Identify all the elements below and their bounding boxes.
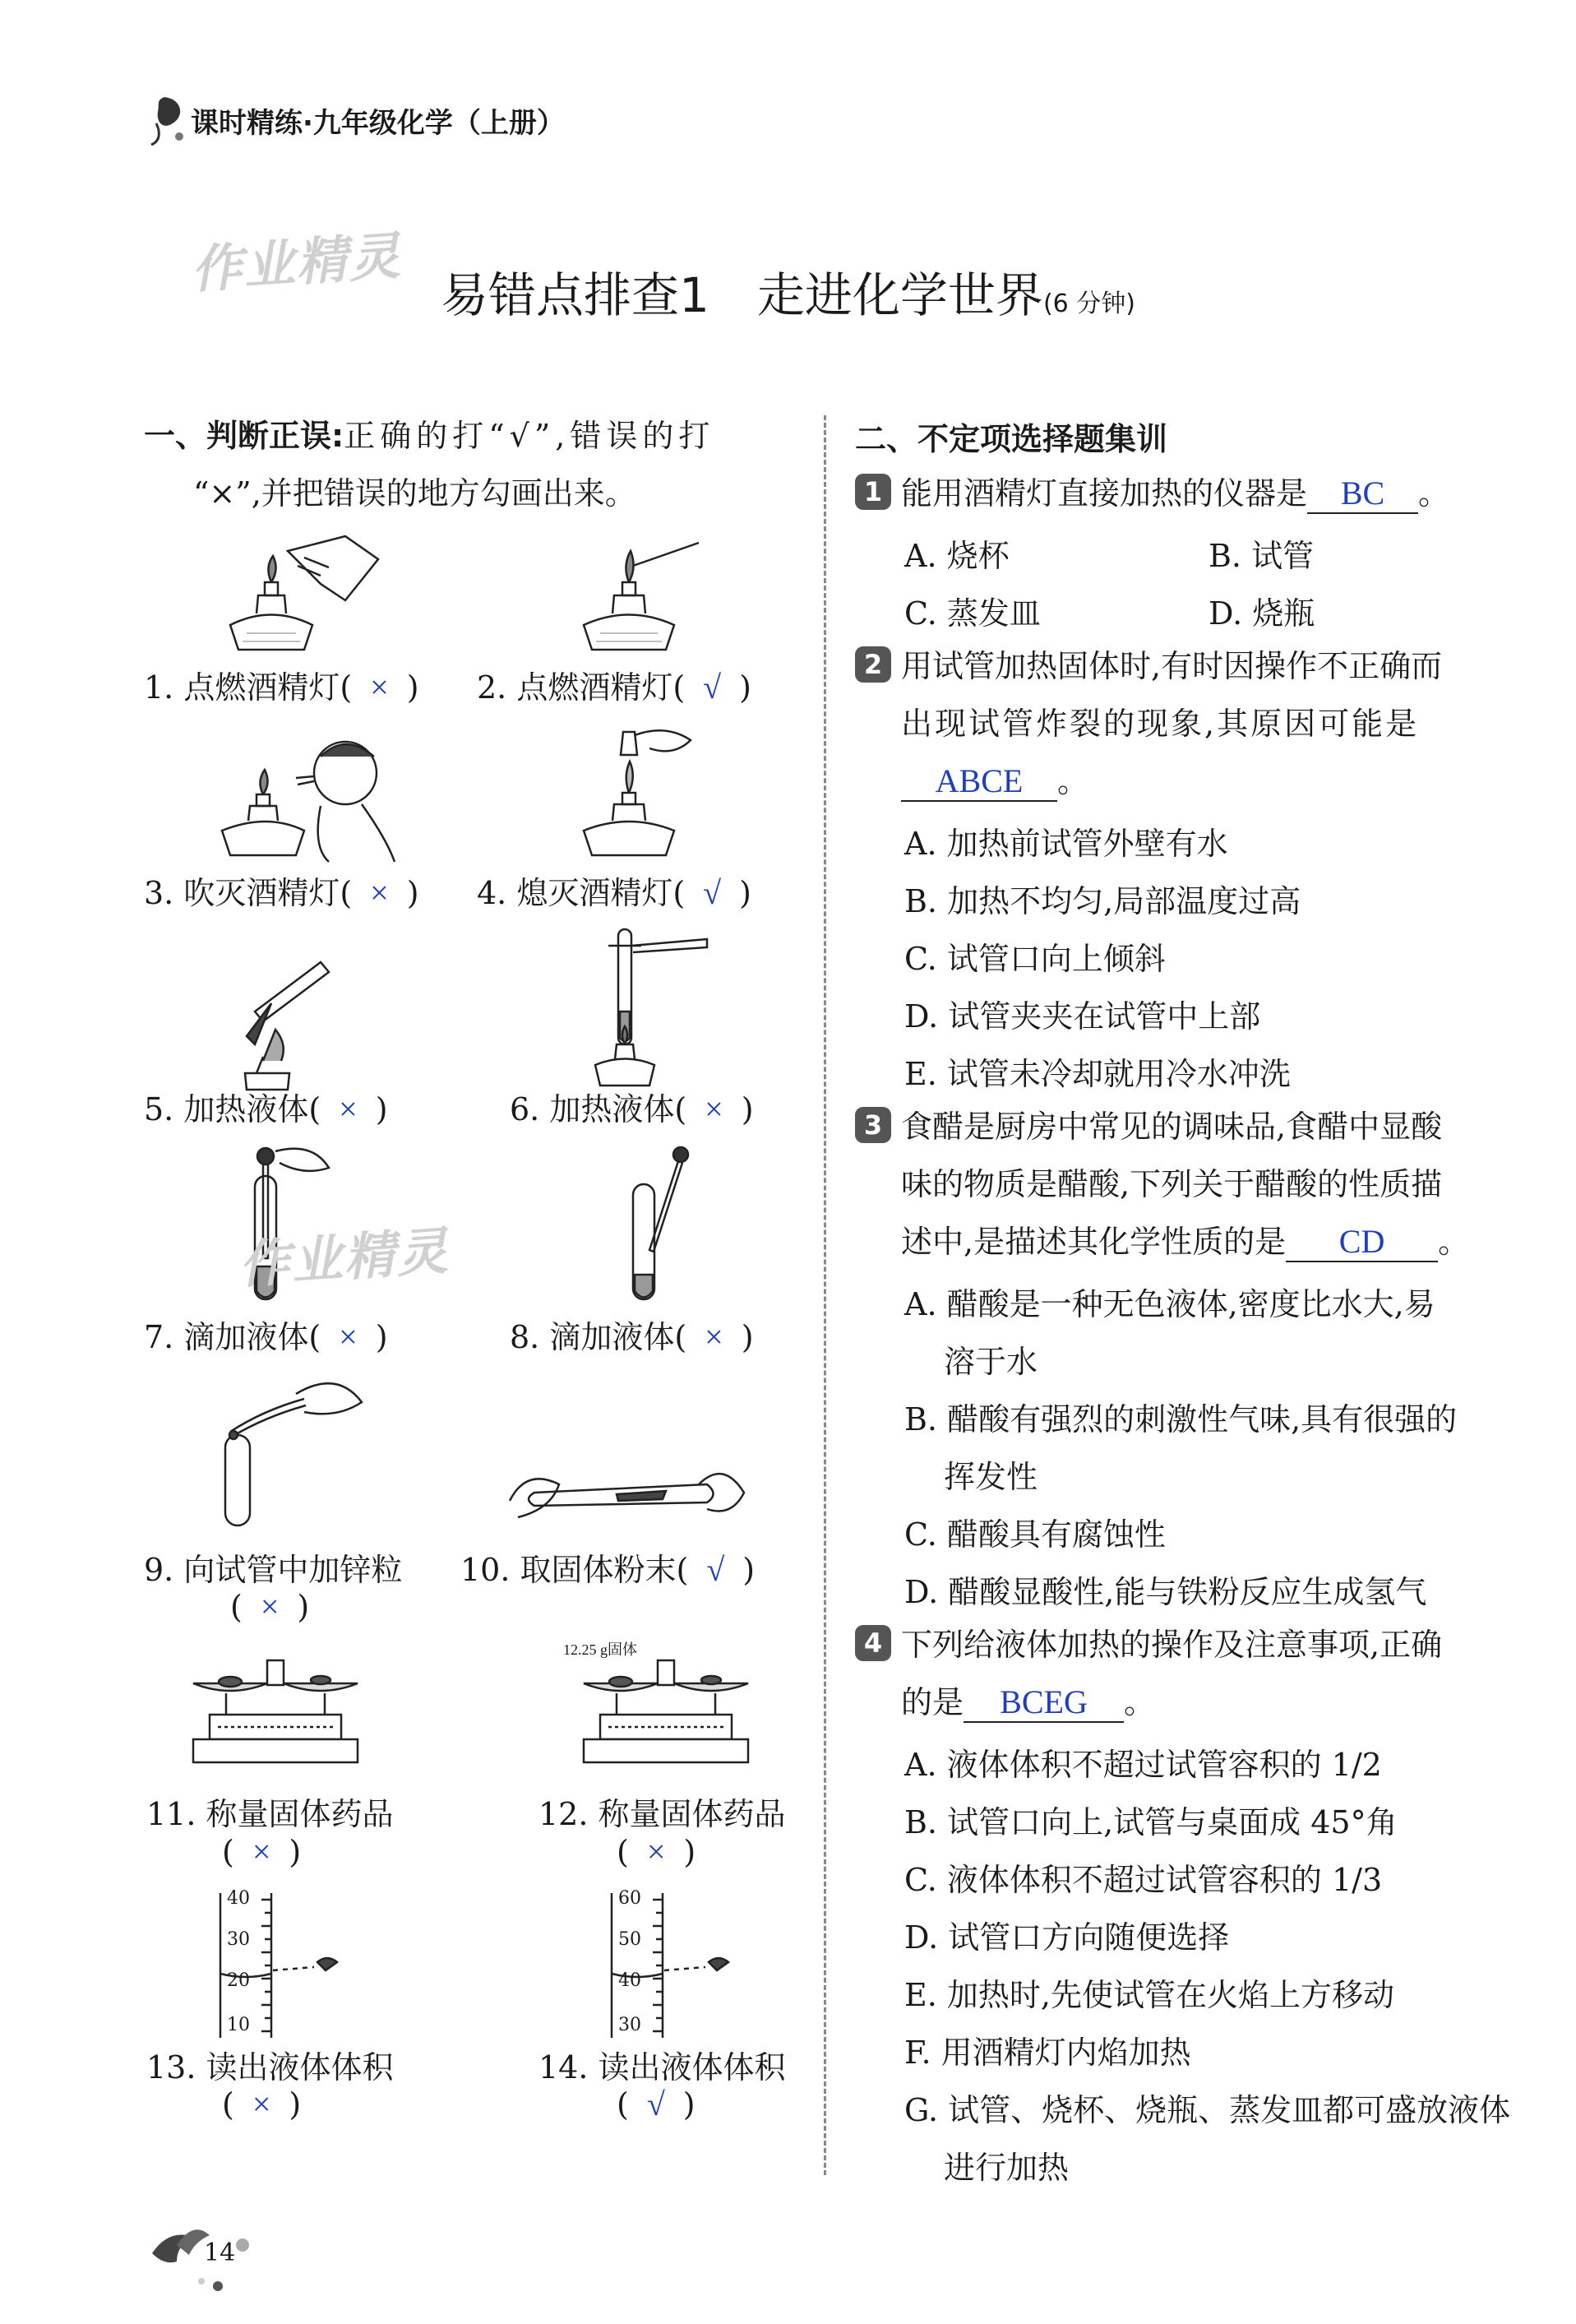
figure-8-dropper-slanted [625, 1143, 707, 1308]
figure-3-blowing-out-lamp [222, 724, 419, 863]
item-3-close: ) [406, 875, 419, 911]
item-13-label: 13. 读出液体体积 [146, 2049, 394, 2086]
item-6-mark: × [705, 1090, 723, 1127]
q2-option-c: C. 试管口向上倾斜 [904, 941, 1166, 977]
q4-line2-wrap [855, 1684, 1155, 1720]
item-13-mark-line [222, 2085, 301, 2123]
cyl13-tick-3: 20 [227, 1970, 250, 1991]
item-4-mark: √ [703, 874, 722, 911]
cyl13-tick-2: 30 [227, 1929, 250, 1950]
item-1-label: 1. 点燃酒精灯( [144, 669, 353, 706]
item-4-label: 4. 熄灭酒精灯( [477, 875, 686, 911]
header-leaf-logo [140, 90, 189, 148]
item-13-caption [146, 2042, 394, 2087]
item-9-close: ) [297, 1589, 310, 1625]
q4-option-g: G. 试管、烧杯、烧瓶、蒸发皿都可盛放液体 [904, 2092, 1511, 2128]
cyl14-tick-4: 30 [618, 2015, 641, 2035]
section1-instr1: 正确的打“√”,错误的打 [344, 418, 715, 454]
q4-stem [855, 1616, 1442, 1731]
item-11-open: ( [222, 1834, 234, 1870]
q2-option-b: B. 加热不均匀,局部温度过高 [904, 883, 1301, 919]
q3-end: 。 [1438, 1224, 1470, 1260]
q4-answer: BCEG [964, 1683, 1124, 1723]
title-text: 易错点排查1 走进化学世界 [441, 267, 1043, 323]
q2-answer: ABCE [901, 762, 1057, 802]
item-8-mark: × [705, 1318, 723, 1355]
q3-option-a-cont: 溶于水 [944, 1344, 1038, 1380]
q3-stem [855, 1098, 1469, 1271]
item-7-close: ) [375, 1319, 388, 1355]
q1-number: 1 [855, 474, 891, 510]
item-6-label: 6. 加热液体( [510, 1091, 687, 1127]
item-14-caption [538, 2042, 786, 2087]
item-9-caption [144, 1544, 402, 1590]
q1-option-b: B. 试管 [1209, 538, 1315, 574]
cyl14-tick-2: 50 [618, 1929, 641, 1950]
q3-line1: 食醋是厨房中常见的调味品,食醋中显酸 [901, 1109, 1443, 1145]
item-4-close: ) [739, 875, 751, 911]
item-8-close: ) [741, 1319, 754, 1355]
item-1-caption [144, 662, 419, 707]
q2-stem [855, 637, 1442, 810]
q3-option-d: D. 醋酸显酸性,能与铁粉反应生成氢气 [904, 1574, 1427, 1610]
q4-end: 。 [1124, 1684, 1156, 1720]
item-9-open: ( [230, 1589, 243, 1625]
item-3-label: 3. 吹灭酒精灯( [144, 875, 353, 911]
item-4-caption [477, 868, 751, 913]
item-9-mark: × [260, 1588, 280, 1625]
figure-9-tweezers-zinc [214, 1369, 378, 1534]
item-11-mark-line [222, 1832, 301, 1871]
item-12-mark: × [646, 1833, 666, 1870]
q2-end: 。 [1057, 763, 1089, 799]
figure-2-lighting-with-match [575, 526, 740, 658]
item-3-mark: × [370, 874, 389, 911]
column-divider [824, 415, 826, 2175]
q4-number: 4 [855, 1625, 891, 1661]
cyl14-tick-1: 60 [618, 1888, 641, 1909]
q2-line2: 出现试管炸裂的现象,其原因可能是 [901, 706, 1420, 742]
q4-option-e: E. 加热时,先使试管在火焰上方移动 [904, 1977, 1394, 2013]
q4-option-c: C. 液体体积不超过试管容积的 1/3 [904, 1862, 1383, 1898]
figure-11-balance [185, 1657, 366, 1772]
item-12-close: ) [683, 1834, 696, 1870]
q3-line3-wrap [855, 1224, 1469, 1260]
item-11-caption [146, 1789, 394, 1834]
q1-stem-text: 能用酒精灯直接加热的仪器是 [901, 475, 1308, 512]
item-3-caption [144, 868, 419, 913]
q4-option-g-cont: 进行加热 [944, 2150, 1070, 2186]
item-13-mark: × [252, 2086, 271, 2123]
q1-option-d: D. 烧瓶 [1209, 595, 1315, 632]
footer-leaf-decoration [144, 2220, 259, 2294]
q4-option-f: F. 用酒精灯内焰加热 [904, 2035, 1191, 2071]
q1-answer: BC [1307, 475, 1418, 514]
q2-option-e: E. 试管未冷却就用冷水冲洗 [904, 1056, 1291, 1092]
section1-instr2: “×”,并把错误的地方勾画出来。 [193, 475, 636, 512]
page-title [0, 257, 1576, 326]
figure-6-heating-liquid-on-stand [600, 921, 715, 1094]
page-number: 14 [204, 2238, 236, 2267]
item-11-close: ) [289, 1834, 302, 1870]
q3-line3: 述中,是描述其化学性质的是 [901, 1224, 1287, 1260]
q2-option-d: D. 试管夹夹在试管中上部 [904, 998, 1261, 1035]
item-14-close: ) [682, 2086, 696, 2123]
q1-option-c: C. 蒸发皿 [904, 595, 1041, 632]
q3-option-a: A. 醋酸是一种无色液体,密度比水大,易 [904, 1286, 1435, 1322]
cyl14-tick-3: 40 [618, 1970, 641, 1991]
item-12-open: ( [617, 1834, 629, 1870]
q4-option-b: B. 试管口向上,试管与桌面成 45°角 [904, 1804, 1398, 1840]
item-12-caption [538, 1789, 786, 1834]
item-11-label: 11. 称量固体药品 [146, 1796, 394, 1832]
item-13-open: ( [222, 2086, 234, 2123]
figure-12-balance [575, 1657, 756, 1772]
item-11-mark: × [252, 1833, 271, 1870]
watermark-top: 作业精灵 [189, 225, 404, 300]
q4-line2: 的是 [901, 1684, 964, 1720]
q3-number: 3 [855, 1107, 891, 1143]
q2-line1: 用试管加热固体时,有时因操作不正确而 [901, 648, 1443, 684]
item-5-mark: × [339, 1090, 358, 1127]
figure-13-cylinder [215, 1888, 347, 2039]
item-7-mark: × [339, 1318, 358, 1355]
section1-head: 一、判断正误: [144, 418, 344, 454]
item-5-label: 5. 加热液体( [144, 1091, 321, 1127]
item-1-mark: × [370, 669, 389, 706]
item-2-close: ) [739, 669, 751, 706]
item-2-caption [477, 662, 751, 707]
section1-instruction [144, 407, 793, 522]
item-9-label: 9. 向试管中加锌粒 [144, 1552, 403, 1588]
title-time: (6 分钟) [1042, 289, 1135, 318]
item-5-caption [144, 1084, 388, 1129]
item-8-caption [510, 1312, 754, 1357]
item-10-mark: √ [706, 1551, 725, 1588]
figure-10-powder-trough [510, 1451, 748, 1534]
q3-option-b: B. 醋酸有强烈的刺激性气味,具有很强的 [904, 1401, 1458, 1437]
q4-option-d: D. 试管口方向随便选择 [904, 1919, 1230, 1956]
q4-line1: 下列给液体加热的操作及注意事项,正确 [901, 1627, 1443, 1663]
item-1-close: ) [406, 669, 419, 706]
q3-option-b-cont: 挥发性 [944, 1459, 1038, 1495]
cyl13-tick-1: 40 [227, 1888, 250, 1909]
q4-option-a: A. 液体体积不超过试管容积的 1/2 [904, 1747, 1382, 1783]
item-10-close: ) [742, 1552, 756, 1588]
q3-line2: 味的物质是醋酸,下列关于醋酸的性质描 [901, 1166, 1443, 1202]
item-6-close: ) [741, 1091, 754, 1127]
item-14-mark: √ [646, 2086, 665, 2123]
item-7-label: 7. 滴加液体( [144, 1319, 321, 1355]
item-12-mark-line [617, 1832, 696, 1871]
figure-5-heating-liquid-held-tube [238, 954, 354, 1094]
item-5-close: ) [375, 1091, 388, 1127]
item-10-label: 10. 取固体粉末( [460, 1552, 689, 1588]
item-12-label: 12. 称量固体药品 [538, 1796, 786, 1832]
q2-answer-line [855, 763, 1088, 799]
figure-1-lighting-lamp-with-lamp [222, 526, 386, 658]
section2-head: 二、不定项选择题集训 [855, 421, 1168, 457]
q1-stem [855, 465, 1449, 522]
item-8-label: 8. 滴加液体( [510, 1319, 687, 1355]
item-10-caption [460, 1544, 755, 1590]
item-14-label: 14. 读出液体体积 [538, 2049, 786, 2086]
q1-option-a: A. 烧杯 [904, 538, 1010, 574]
watermark-middle: 作业精灵 [237, 1220, 451, 1295]
item-6-caption [510, 1084, 754, 1129]
figure-14-cylinder [607, 1888, 738, 2039]
q3-answer: CD [1286, 1223, 1438, 1262]
item-14-open: ( [617, 2086, 629, 2123]
q1-end: 。 [1418, 475, 1450, 512]
header-title: 课时精练·九年级化学（上册） [191, 107, 565, 140]
item-2-label: 2. 点燃酒精灯( [477, 669, 686, 706]
item-9-mark-line [230, 1587, 309, 1626]
figure-4-capping-lamp [575, 724, 740, 863]
item-14-mark-line [617, 2085, 696, 2123]
item-7-caption [144, 1312, 388, 1357]
q2-option-a: A. 加热前试管外壁有水 [904, 826, 1228, 862]
q3-option-c: C. 醋酸具有腐蚀性 [904, 1516, 1166, 1553]
figure-12-label: 12.25 g固体 [563, 1641, 637, 1658]
q2-number: 2 [855, 646, 891, 683]
item-13-close: ) [289, 2086, 302, 2123]
item-2-mark: √ [703, 669, 722, 706]
cyl13-tick-4: 10 [227, 2015, 250, 2035]
